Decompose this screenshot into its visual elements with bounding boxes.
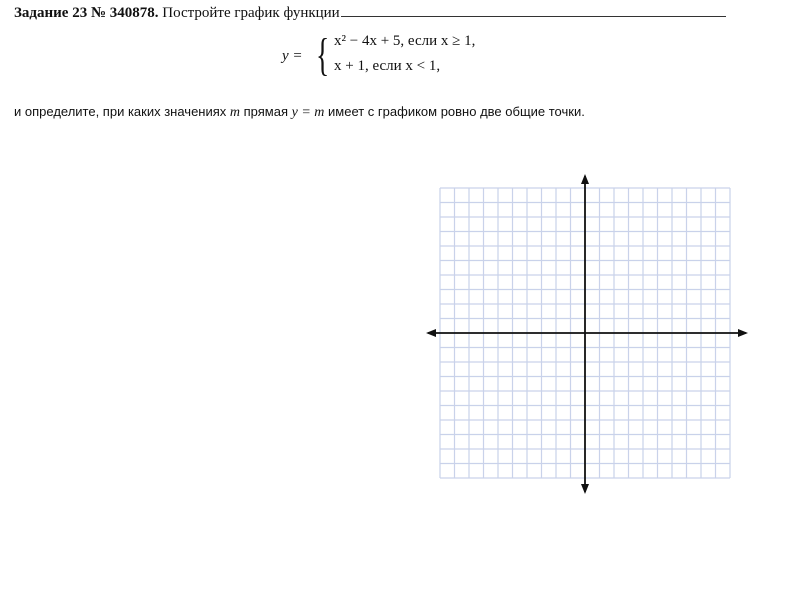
- x-axis-arrow-right-icon: [738, 329, 748, 337]
- question-text-1: и определите, при каких значениях: [14, 104, 230, 119]
- piecewise-function-formula: [282, 30, 582, 86]
- line-equation: y = m: [291, 105, 325, 120]
- question-text-2: прямая: [240, 104, 292, 119]
- coordinate-grid: [420, 170, 760, 500]
- formula-case-1: x² − 4x + 5, если x ≥ 1,: [334, 33, 476, 49]
- question-text-3: имеет с графиком ровно две общие точки.: [324, 104, 585, 119]
- y-axis-arrow-down-icon: [581, 484, 589, 494]
- task-number: Задание 23 № 340878.: [14, 5, 159, 21]
- curly-brace: {: [316, 29, 330, 80]
- y-axis-arrow-up-icon: [581, 174, 589, 184]
- task-question: [14, 104, 796, 121]
- task-instruction: Постройте график функции: [162, 5, 340, 21]
- task-header: [14, 4, 796, 22]
- x-axis-arrow-left-icon: [426, 329, 436, 337]
- answer-underline: [341, 16, 726, 17]
- variable-m: m: [229, 105, 241, 120]
- formula-case-2: x + 1, если x < 1,: [334, 58, 441, 74]
- formula-lhs: y =: [282, 48, 303, 64]
- coordinate-plane-svg: [420, 170, 760, 500]
